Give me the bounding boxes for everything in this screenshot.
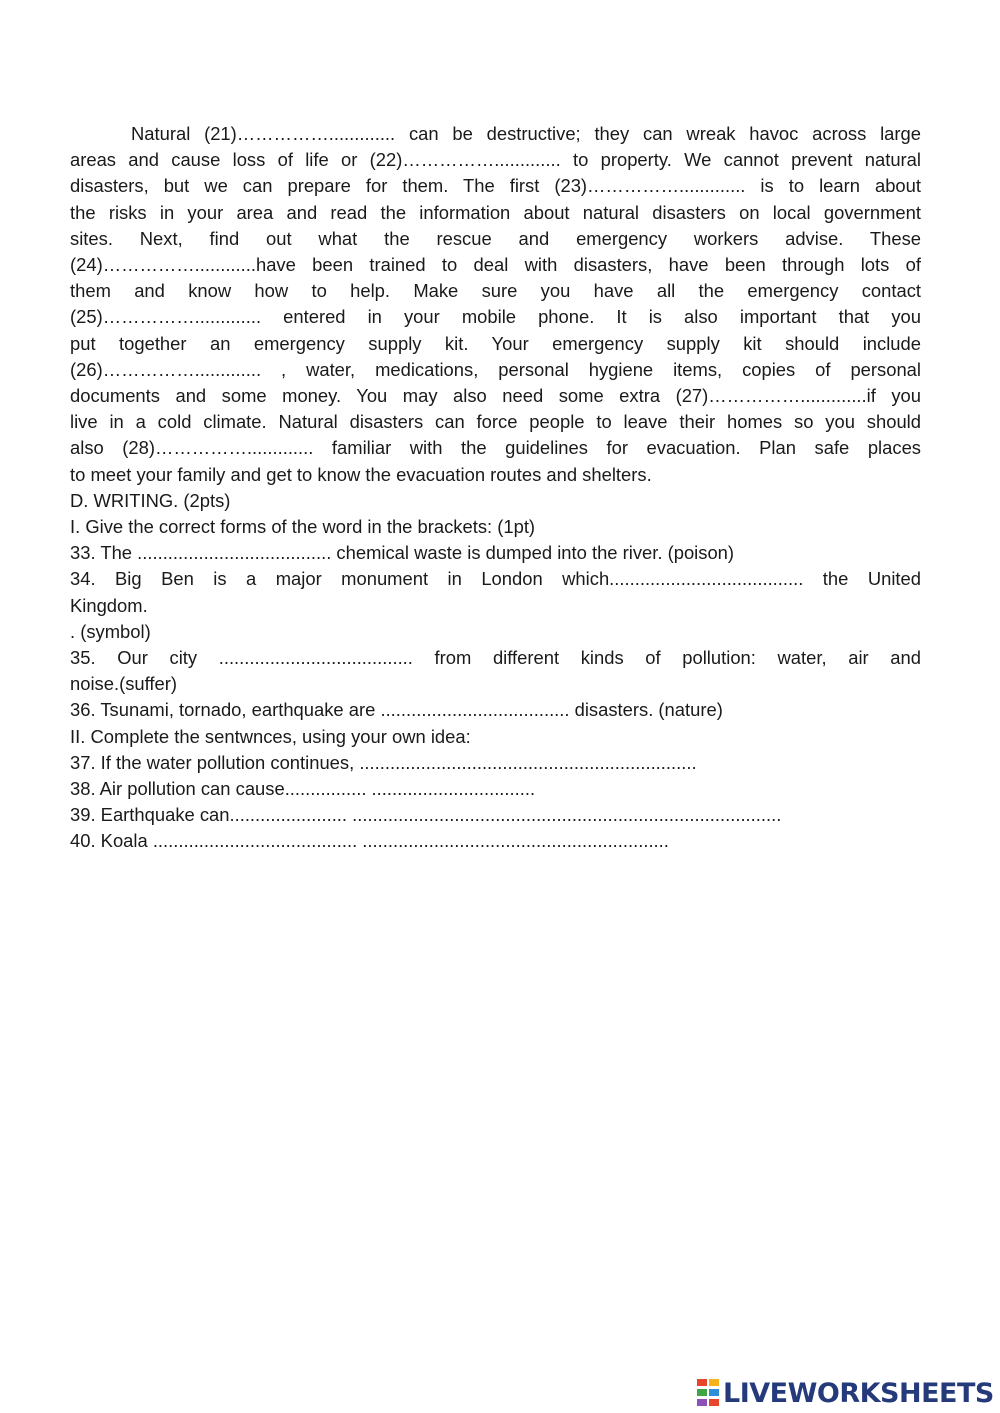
liveworksheets-logo-icon [697,1379,721,1407]
writing-heading: D. WRITING. (2pts) [70,489,231,511]
question-33: 33. The ...................................... chemical waste is dumped into the river. (poison) [70,542,735,564]
question-34-cont: Kingdom. [70,594,148,616]
passage-line: them and know how to help. Make sure you have all the emergency contact [70,280,921,302]
passage-line: (24)……………............have been trained to deal with disasters, have been through lots of [70,254,921,276]
question-38: 38. Air pollution can cause................ ................................ [70,778,536,800]
part2-title: II. Complete the sentwnces, using your own idea: [70,725,471,747]
worksheet-page [70,121,921,855]
passage-line: Natural (21)……………............. can be destructive; they can wreak havoc across large [131,123,921,144]
passage-line: (26)……………............. , water, medications, personal hygiene items, copies of personal [70,358,921,380]
passage-line: to meet your family and get to know the evacuation routes and shelters. [70,463,652,485]
passage-line: (25)……………............. entered in your mobile phone. It is also important that you [70,306,921,328]
part1-title: I. Give the correct forms of the word in the brackets: (1pt) [70,516,536,538]
question-39: 39. Earthquake can....................... .................................................................................... [70,804,782,826]
reading-passage [70,121,921,488]
question-35-cont: noise.(suffer) [70,673,177,695]
passage-line: disasters, but we can prepare for them. The first (23)……………............. is to learn about [70,175,921,197]
question-34-hint: . (symbol) [70,620,151,642]
question-35: 35. Our city ...................................... from different kinds of pollution: water, air and [70,647,921,669]
passage-line: areas and cause loss of life or (22)……………............. to property. We cannot prevent natural [70,149,921,171]
question-34: 34. Big Ben is a major monument in London which...................................... the United [70,568,921,590]
passage-line: put together an emergency supply kit. Your emergency supply kit should include [70,332,921,354]
passage-line: the risks in your area and read the information about natural disasters on local government [70,201,921,223]
question-36: 36. Tsunami, tornado, earthquake are ..................................... disasters. (nature) [70,699,723,721]
liveworksheets-logo-text: LIVEWORKSHEETS [723,1377,994,1409]
passage-line: documents and some money. You may also need some extra (27)…………….............if you [70,385,921,407]
question-40: 40. Koala ........................................ ............................................................ [70,830,669,852]
passage-line: also (28)……………............. familiar with the guidelines for evacuation. Plan safe places [70,437,921,459]
liveworksheets-logo [697,1378,994,1408]
question-37: 37. If the water pollution continues, .................................................................. [70,751,697,773]
passage-line: sites. Next, find out what the rescue and emergency workers advise. These [70,227,921,249]
passage-line: live in a cold climate. Natural disasters can force people to leave their homes so you should [70,411,921,433]
